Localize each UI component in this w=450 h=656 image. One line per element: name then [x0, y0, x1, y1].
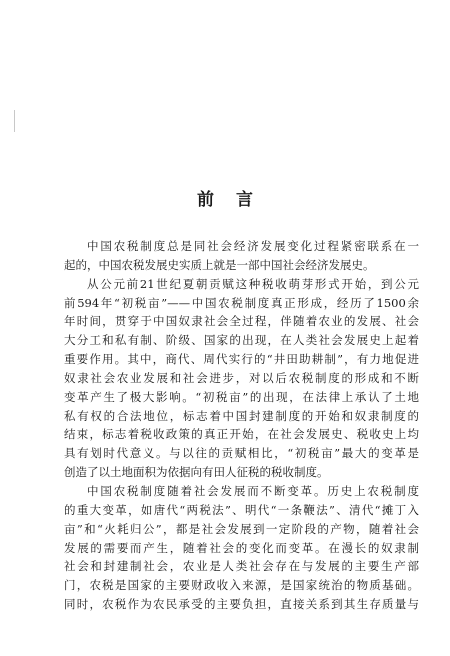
text-line: 结束，标志着税收政策的真正开始，在社会发展史、税收史上均 [64, 427, 419, 442]
text-line: 创造了以土地面积为依据向有田人征税的税收制度。 [64, 465, 329, 480]
text-line: 发展的需要而产生，随着社会的变化而变革。在漫长的奴隶制 [64, 540, 419, 555]
text-line: 同时，农税作为农民承受的主要负担，直接关系到其生存质量与 [64, 597, 419, 612]
text-line: 大分工和私有制、阶级、国家的出现，在人类社会发展史上起着 [64, 333, 419, 348]
page-title: 前言 [197, 190, 275, 210]
text-line: 亩”和“火耗归公”，都是社会发展到一定阶段的产物，随着社会 [64, 521, 419, 536]
text-line: 变革产生了极大影响。“初税亩”的出现，在法律上承认了土地 [64, 389, 419, 404]
text-line: 年时间，贯穿于中国奴隶社会全过程，伴随着农业的发展、社会 [64, 314, 419, 329]
text-line: 社会和封建制社会，农业是人类社会存在与发展的主要生产部 [64, 559, 419, 574]
paragraph [64, 482, 419, 614]
text-line: 中国农税制度随着社会发展而不断变革。历史上农税制度 [87, 483, 419, 498]
text-line: 前594年“初税亩”——中国农税制度真正形成，经历了1500余 [64, 295, 419, 310]
text-line: 重要作用。其中，商代、周代实行的“井田助耕制”，有力地促进 [64, 352, 419, 367]
text-line: 门，农税是国家的主要财政收入来源，是国家统治的物质基础。 [64, 578, 419, 593]
body-text [64, 237, 419, 614]
text-line: 的重大变革，如唐代“两税法”、明代“一条鞭法”、清代“摊丁入 [64, 502, 419, 517]
text-line: 从公元前21世纪夏朝贡赋这种税收萌芽形式开始，到公元 [87, 276, 419, 291]
text-line: 具有划时代意义。与以往的贡赋相比，“初税亩”最大的变革是 [64, 446, 419, 461]
paragraph [64, 237, 419, 275]
text-line: 起的，中国农税发展史实质上就是一部中国社会经济发展史。 [64, 257, 375, 272]
scan-artifact-line [14, 110, 15, 132]
paragraph [64, 275, 419, 482]
text-line: 私有权的合法地位，标志着中国封建制度的开始和奴隶制度的 [64, 408, 419, 423]
text-line: 中国农税制度总是同社会经济发展变化过程紧密联系在一 [87, 239, 419, 253]
text-line: 奴隶社会农业发展和社会进步，对以后农税制度的形成和不断 [64, 370, 419, 385]
